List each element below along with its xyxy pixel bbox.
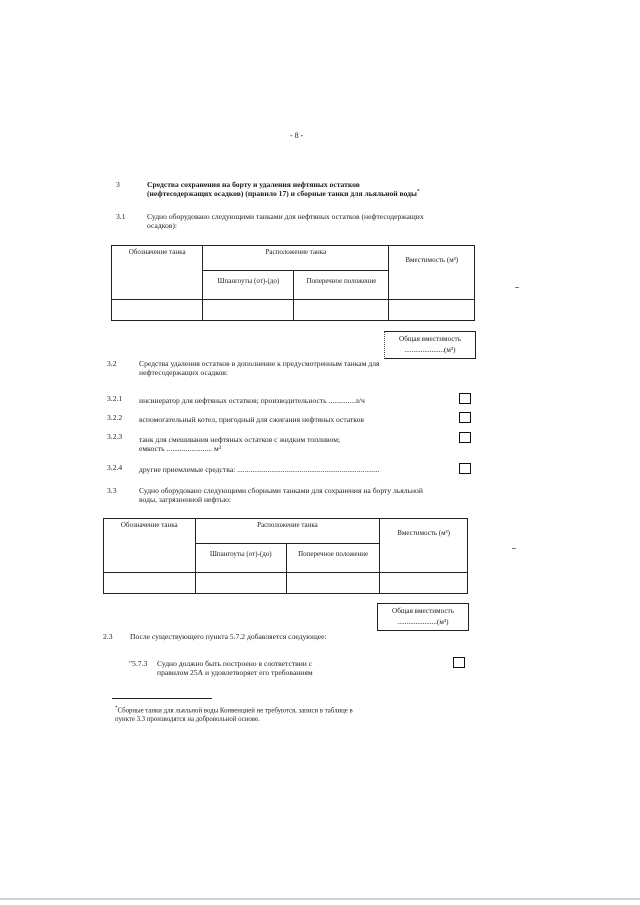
item-3-2-3-number: 3.2.3: [107, 432, 123, 441]
item-3-2-3-line1: танк для смешивания нефтяных остатков с жидким топливом;: [139, 435, 341, 444]
item-3-1-text: [147, 212, 482, 231]
item-3-2-line1: Средства удаления остатков в дополнение к предусмотренным танкам для: [139, 359, 380, 368]
cell-designation-2[interactable]: [104, 573, 196, 594]
item-3-1-line1: Судно оборудовано следующими танками для нефтяных остатков (нефтесодержащих: [147, 212, 424, 221]
col-designation: Обозначение танка: [112, 246, 203, 300]
item-5-7-3-line2: правилом 25А и удовлетворяет его требованиям: [157, 668, 313, 678]
section-3-number: 3: [116, 180, 120, 189]
item-2-3-number: 2.3: [103, 632, 113, 641]
cell-capacity-2[interactable]: [380, 573, 468, 594]
item-3-2-4-text: другие приемлемые средства: ...........................................................................: [139, 465, 380, 474]
item-3-2-3-text: [139, 435, 340, 454]
item-3-2-1-number: 3.2.1: [107, 394, 123, 403]
item-3-3-line1: Судно оборудовано следующими сборными танками для сохранения на борту льяльной: [139, 486, 423, 495]
checkbox-mixing-tank[interactable]: [459, 432, 471, 443]
footnote-line2: пункте 3.3 производятся на добровольной основе.: [115, 715, 260, 723]
item-5-7-3-line1: Судно должно быть построено в соответствии с: [157, 659, 313, 668]
scan-mark: [512, 548, 516, 549]
total-label-2: Общая вместимость: [392, 607, 454, 615]
item-3-3-number: 3.3: [107, 486, 117, 495]
footnote-separator: [112, 698, 212, 699]
item-3-2-2-number: 3.2.2: [107, 413, 123, 422]
item-3-3-text: [139, 486, 479, 505]
checkbox-incinerator[interactable]: [459, 393, 471, 404]
item-2-3-text: После существующего пункта 5.7.2 добавляется следующее:: [130, 632, 327, 641]
item-3-2-line2: нефтесодержащих осадков:: [139, 368, 229, 378]
cell-frames-2[interactable]: [195, 573, 286, 594]
col-location-2: Расположение танка: [195, 519, 380, 544]
item-3-1-number: 3.1: [116, 212, 126, 221]
total-label-1: Общая вместимость: [399, 335, 461, 343]
checkbox-other-means[interactable]: [459, 463, 471, 474]
item-3-2-4-number: 3.2.4: [107, 463, 123, 472]
col-transverse: Поперечное положение: [294, 271, 389, 300]
item-3-2-1-text: инсинератор для нефтяных остатков; производительность ..............л/ч: [139, 396, 365, 405]
item-5-7-3-text: [157, 659, 313, 678]
residue-tanks-table: [111, 245, 475, 321]
cell-transverse[interactable]: [294, 300, 389, 321]
scan-edge: [0, 898, 640, 900]
page-number: - 8 -: [290, 131, 304, 140]
total-value-2[interactable]: ......................(м³): [397, 617, 449, 626]
item-3-2-number: 3.2: [107, 359, 117, 368]
total-value-1[interactable]: ......................(м³): [404, 345, 456, 354]
cell-capacity[interactable]: [389, 300, 475, 321]
cell-frames[interactable]: [203, 300, 294, 321]
col-location: Расположение танка: [203, 246, 389, 271]
section-3-title: [147, 180, 477, 199]
item-3-1-line2: осадков):: [147, 221, 178, 231]
col-frames: Шпангоуты (от)-(до): [203, 271, 294, 300]
col-transverse-2: Поперечное положение: [286, 544, 379, 573]
bilge-tanks-table: [103, 518, 468, 594]
col-frames-2: Шпангоуты (от)-(до): [195, 544, 286, 573]
checkbox-auxiliary-boiler[interactable]: [459, 412, 471, 423]
item-3-2-text: [139, 359, 479, 378]
col-capacity: Вместимость (м³): [389, 246, 475, 300]
section-3-title-line1: Средства сохранения на борту и удаления нефтяных остатков: [147, 180, 360, 189]
item-3-3-line2: воды, загрязненной нефтью:: [139, 495, 231, 505]
item-3-2-2-text: вспомогательный котел, пригодный для сжигания нефтяных остатков: [139, 415, 364, 424]
footnote-line1: *Сборные танки для льяльной воды Конвенцией не требуются, записи в таблице в: [115, 706, 353, 715]
item-5-7-3-number: "5.7.3: [129, 659, 148, 668]
footnote: [115, 706, 450, 724]
total-capacity-box-1: [384, 331, 476, 359]
cell-transverse-2[interactable]: [286, 573, 379, 594]
col-capacity-2: Вместимость (м³): [380, 519, 468, 573]
section-3-title-line2: (нефтесодержащих осадков) (правило 17) и сборные танки для льяльной воды*: [147, 189, 420, 199]
cell-designation[interactable]: [112, 300, 203, 321]
item-3-2-3-line2: емкость ........................ м³: [139, 444, 222, 454]
col-designation-2: Обозначение танка: [104, 519, 196, 573]
checkbox-rule-25a[interactable]: [453, 657, 465, 668]
scan-mark: [515, 287, 519, 288]
total-capacity-box-2: [377, 603, 469, 631]
